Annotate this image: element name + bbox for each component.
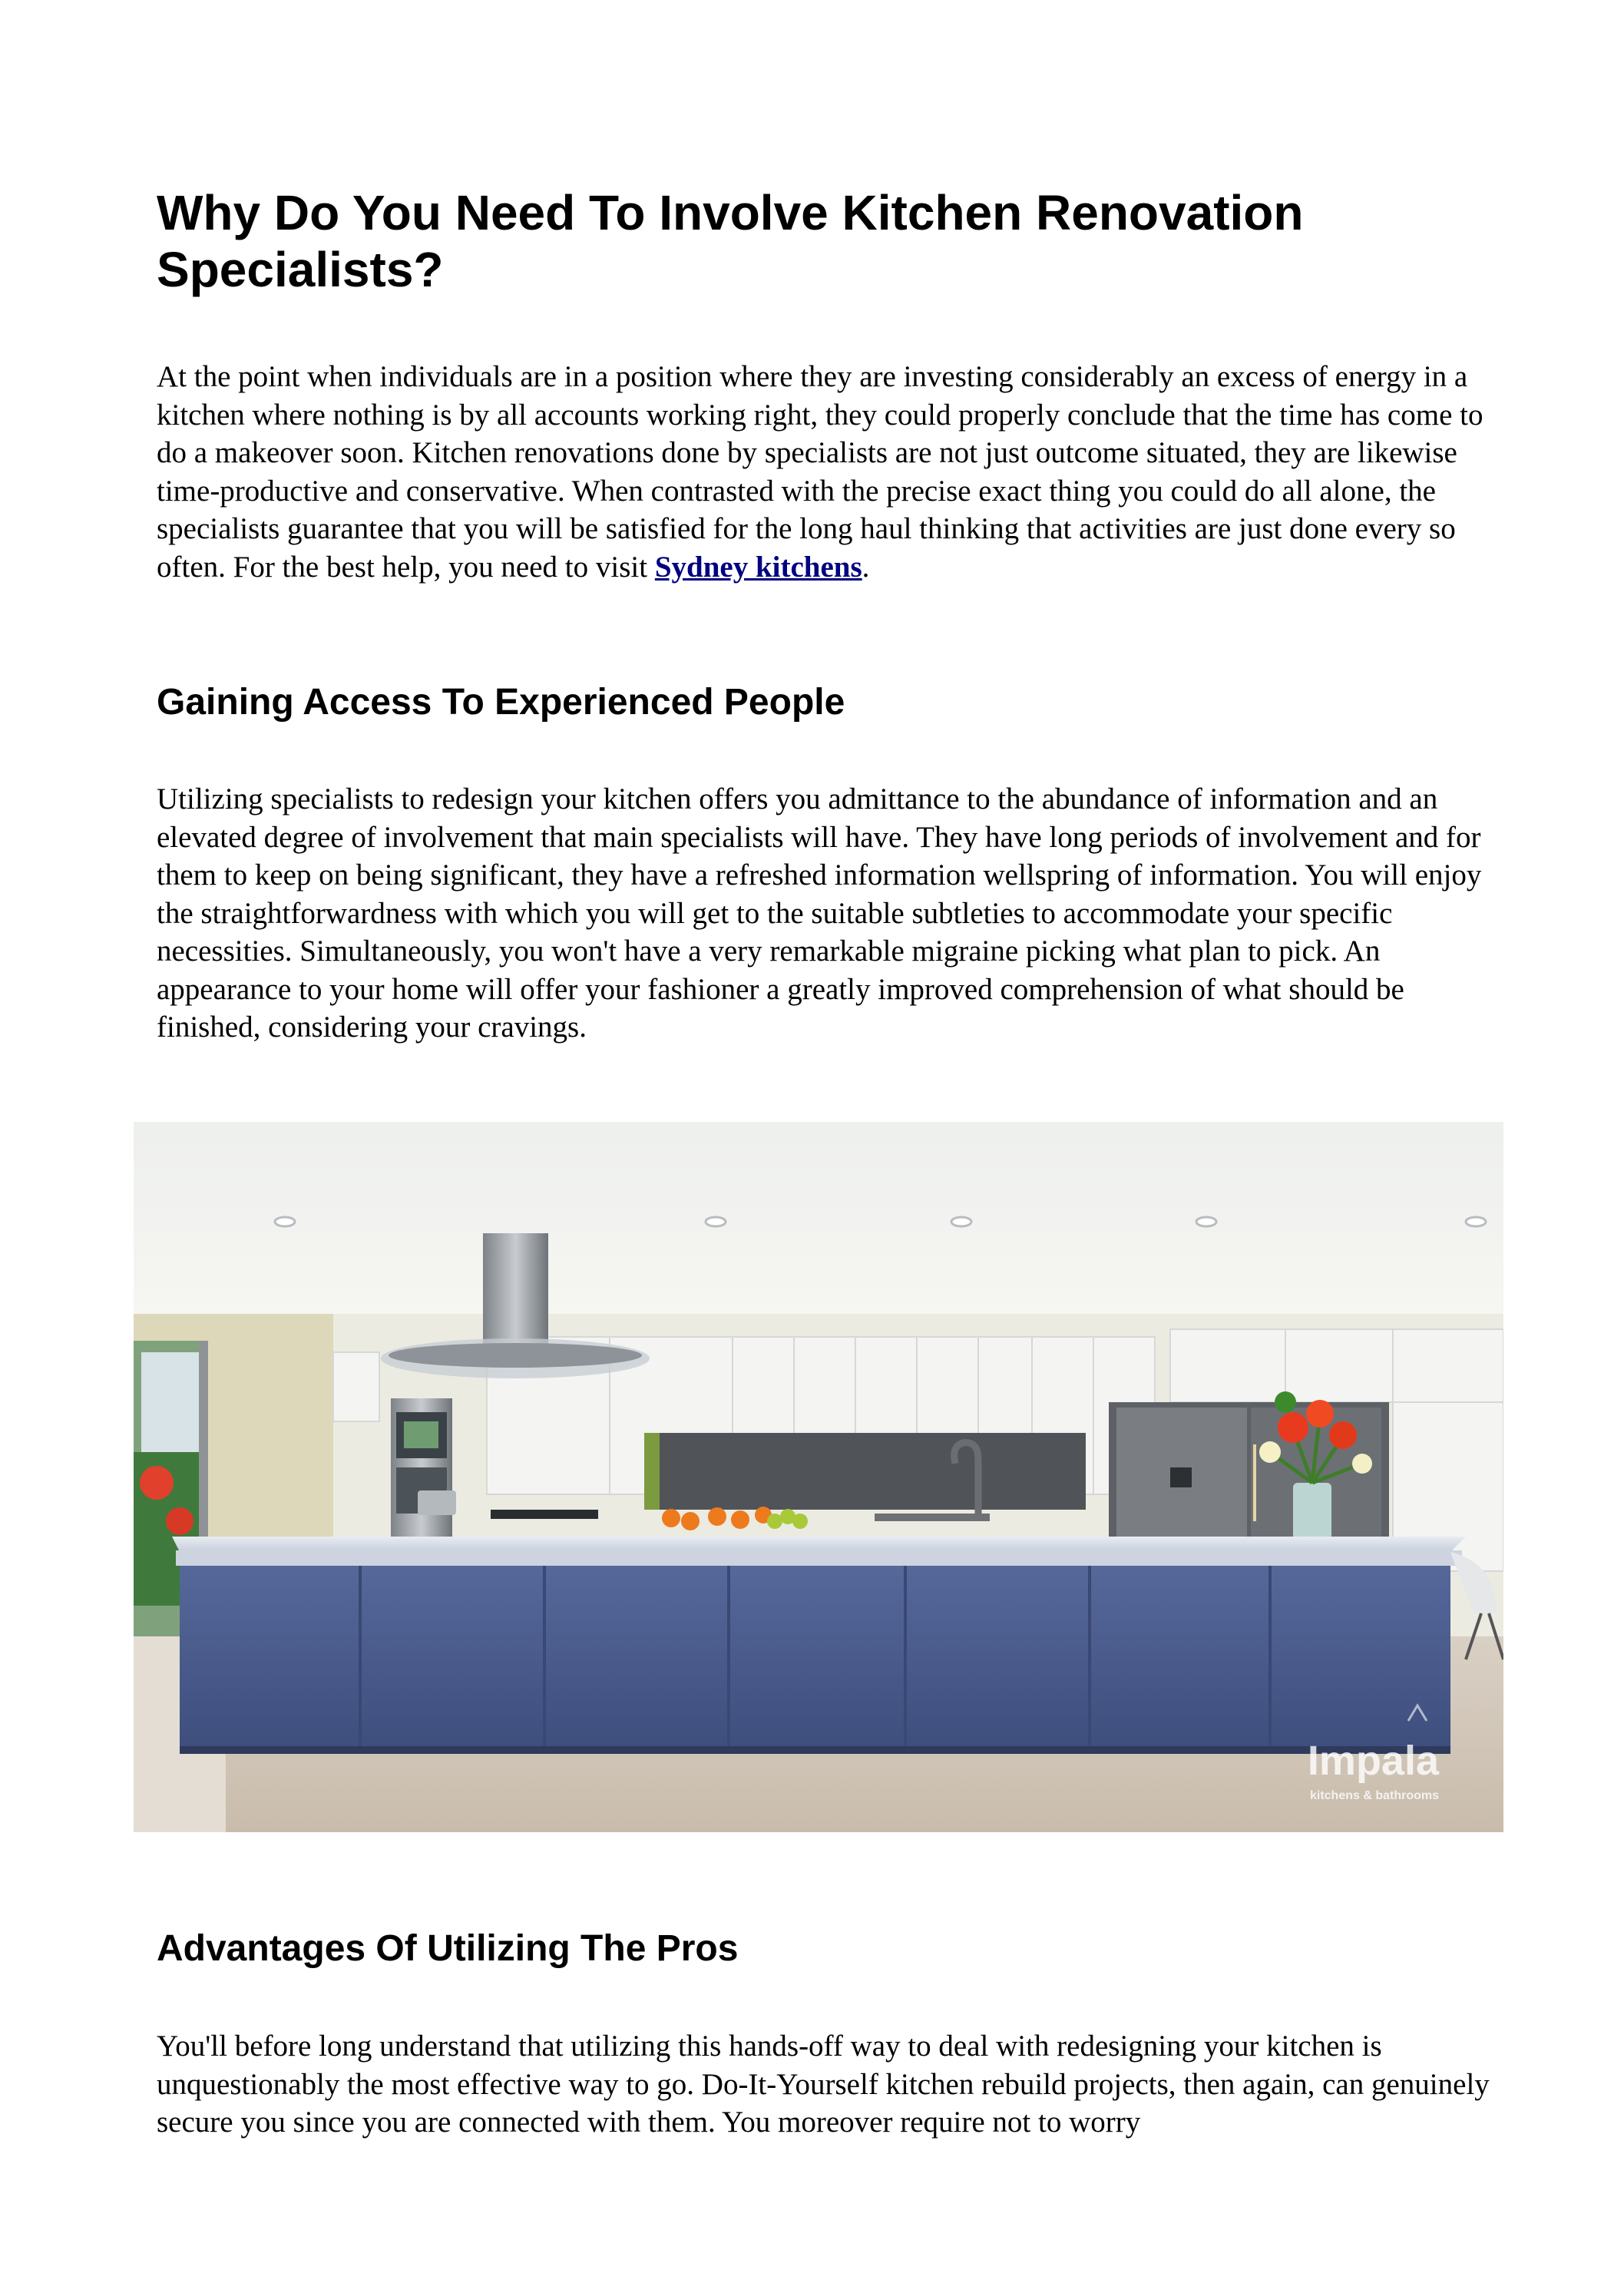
intro-paragraph bbox=[157, 358, 1493, 586]
section-paragraph-advantages: You'll before long understand that utilizing this hands-off way to deal with redesigning your kitchen is unquestionably the most effective way to go. Do-It-Yourself kitchen rebuild projects, then again, can genuinely secure you since you are connected with them. You moreover require not to worry bbox=[157, 2030, 1490, 2139]
sydney-kitchens-link[interactable]: Sydney kitchens bbox=[654, 550, 862, 584]
intro-text: At the point when individuals are in a position where they are investing considerably an excess of energy in a kitchen where nothing is by all accounts working right, they could properly conclude that the time has come to do a makeover soon. Kitchen renovations done by specialists are not just outcome situated, they are likewise time-productive and conservative. When contrasted with the precise exact thing you could do all alone, the specialists guarantee that you will be satisfied for the long haul thinking that activities are just done every so often. For the best help, you need to visit bbox=[157, 360, 1483, 584]
svg-text:kitchens & bathrooms: kitchens & bathrooms bbox=[1309, 1789, 1439, 1802]
section-heading-experienced: Gaining Access To Experienced People bbox=[157, 682, 845, 723]
section-paragraph-experienced: Utilizing specialists to redesign your kitchen offers you admittance to the abundance of information and an elevated degree of involvement that main specialists will have. They have long periods of involvement and for them to keep on being significant, they have a refreshed information wellspring of information. You will enjoy the straightforwardness with which you will get to the suitable subtleties to accommodate your specific necessities. Simultaneously, you won't have a very remarkable migraine picking what plan to pick. An appearance to your home will offer your fashioner a greatly improved comprehension of what should be finished, considering your cravings. bbox=[157, 782, 1482, 1044]
watermark-logo: Impala bbox=[1307, 1738, 1439, 1784]
section-heading-advantages: Advantages Of Utilizing The Pros bbox=[157, 1928, 739, 1969]
page-title: Why Do You Need To Involve Kitchen Renovation Specialists? bbox=[157, 185, 1304, 297]
intro-end: . bbox=[862, 550, 870, 584]
kitchen-photo bbox=[134, 1122, 1503, 1832]
